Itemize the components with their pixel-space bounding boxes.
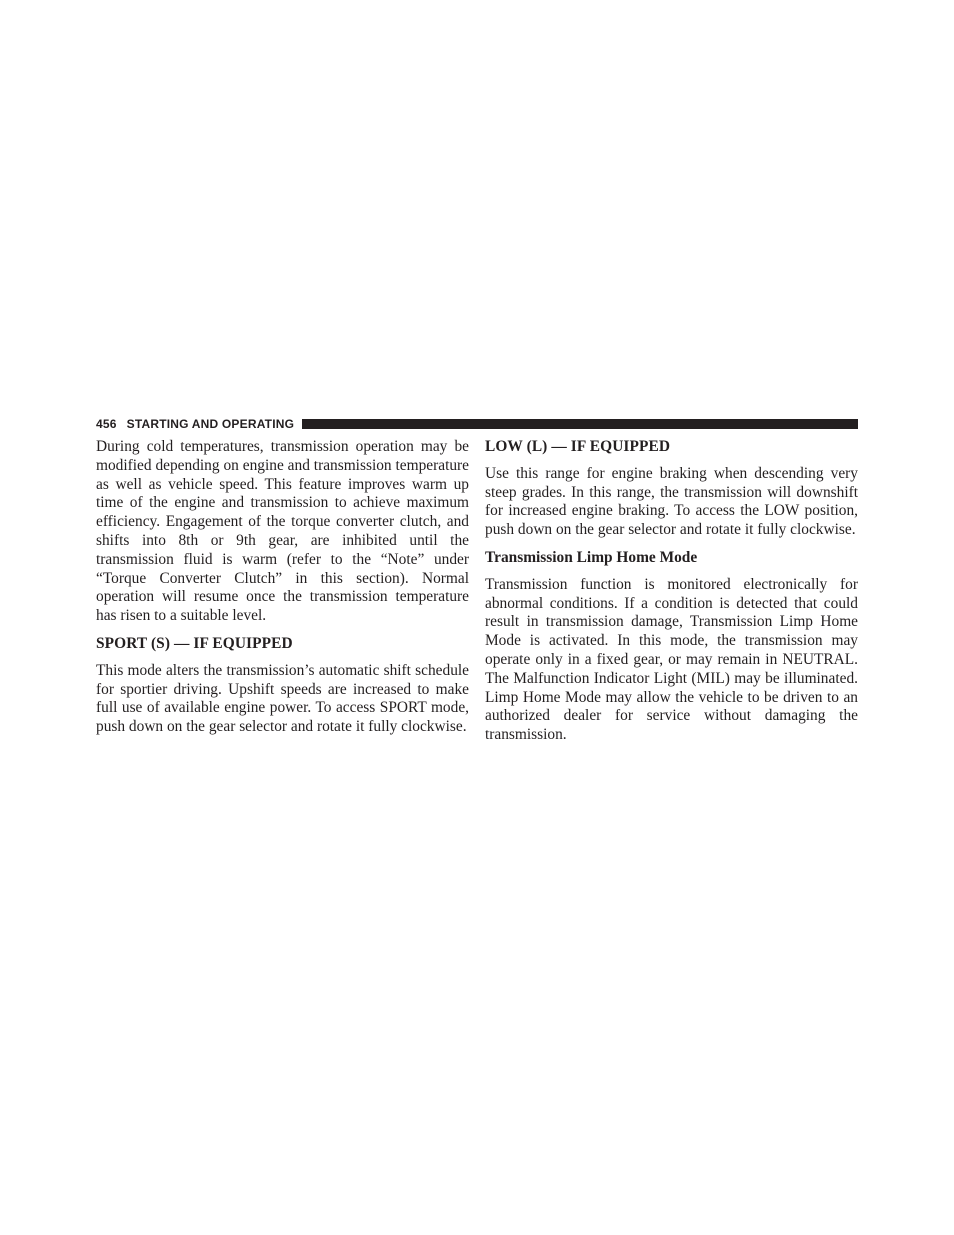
sport-mode-heading: SPORT (S) — IF EQUIPPED: [96, 634, 293, 652]
right-column: [485, 438, 858, 745]
low-mode-paragraph: Use this range for engine braking when descending very steep grades. In this range, the transmission will downshift for increased engine braking. To access the LOW position, push down on the gear selector and rotate it fully clockwise.: [485, 464, 858, 539]
page-header: [96, 416, 858, 432]
section-title: STARTING AND OPERATING: [126, 417, 295, 431]
header-rule-bar: [302, 419, 858, 429]
left-column: [96, 438, 469, 737]
limp-home-paragraph: Transmission function is monitored electronically for abnormal conditions. If a condition is detected that could result in transmission damage, Transmission Limp Home Mode is activated. In this mode, the transmission may operate only in a fixed gear, or may remain in NEUTRAL. The Malfunction Indicator Light (MIL) may be illuminated. Limp Home Mode may allow the vehicle to be driven to an authorized dealer for service without damaging the transmission.: [485, 575, 858, 744]
low-mode-heading: LOW (L) — IF EQUIPPED: [485, 438, 671, 455]
sport-mode-paragraph: This mode alters the transmission’s automatic shift schedule for sportier driving. Upshift speeds are increased to make full use of available engine power. To access SPORT mode, push down on the gear selector and rotate it fully clockwise.: [96, 661, 469, 736]
limp-home-heading: Transmission Limp Home Mode: [485, 548, 698, 566]
page-number: 456: [96, 417, 117, 431]
cold-temperature-paragraph: During cold temperatures, transmission operation may be modified depending on engine and transmission temperature as well as vehicle speed. This feature improves warm up time of the engine and transmission to achieve maximum efficiency. Engagement of the torque converter clutch, and shifts into 8th or 9th gear, are inhibited until the transmission fluid is warm (refer to the “Note” under “Torque Converter Clutch” in this section). Normal operation will resume once the transmission temperature has risen to a suitable level.: [96, 438, 469, 625]
